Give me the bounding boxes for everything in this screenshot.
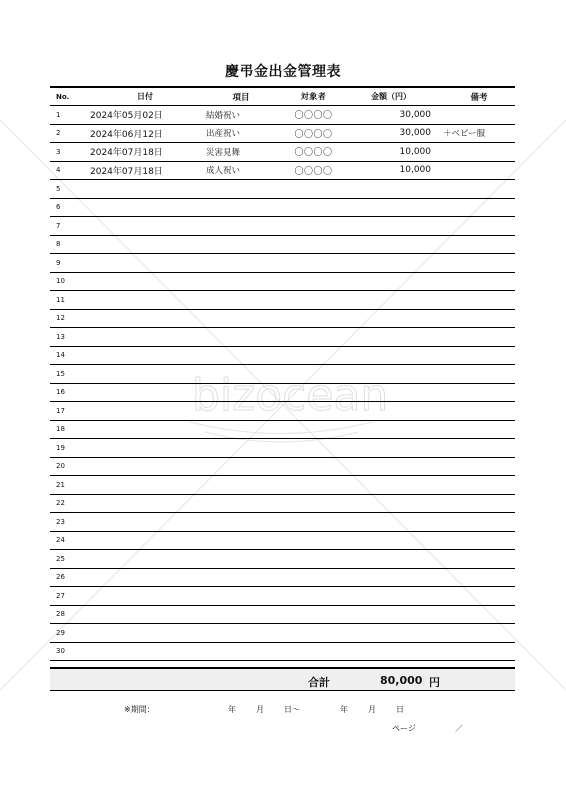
row-item xyxy=(200,457,276,476)
row-amount xyxy=(351,531,443,550)
row-note xyxy=(443,180,515,199)
table-row xyxy=(50,309,515,328)
row-note xyxy=(443,605,515,624)
row-date xyxy=(86,328,200,347)
row-no: 27 xyxy=(50,587,86,606)
row-no: 4 xyxy=(50,161,86,180)
row-note xyxy=(443,531,515,550)
row-amount xyxy=(351,420,443,439)
row-no: 18 xyxy=(50,420,86,439)
header-note: 備考 xyxy=(443,87,515,106)
row-note xyxy=(443,383,515,402)
row-no: 21 xyxy=(50,476,86,495)
ledger-table xyxy=(50,86,515,661)
watermark-text: bizocean xyxy=(192,370,389,421)
table-row xyxy=(50,439,515,458)
row-no: 11 xyxy=(50,291,86,310)
row-item xyxy=(200,402,276,421)
row-no: 13 xyxy=(50,328,86,347)
row-item xyxy=(200,513,276,532)
row-amount xyxy=(351,328,443,347)
row-amount: 10,000 xyxy=(351,143,443,162)
row-no: 2 xyxy=(50,124,86,143)
row-note xyxy=(443,198,515,217)
row-amount xyxy=(351,198,443,217)
row-note xyxy=(443,402,515,421)
row-date: 2024年07月18日 xyxy=(86,143,200,162)
row-item xyxy=(200,605,276,624)
row-item xyxy=(200,439,276,458)
row-date xyxy=(86,402,200,421)
row-no: 20 xyxy=(50,457,86,476)
row-target: 〇〇〇〇 xyxy=(276,106,351,125)
table-row xyxy=(50,328,515,347)
row-target xyxy=(276,235,351,254)
row-target xyxy=(276,568,351,587)
row-target xyxy=(276,531,351,550)
header-date: 日付 xyxy=(86,87,200,106)
row-item: 成人祝い xyxy=(200,161,276,180)
table-row xyxy=(50,383,515,402)
row-target: 〇〇〇〇 xyxy=(276,161,351,180)
row-date xyxy=(86,235,200,254)
row-date xyxy=(86,272,200,291)
row-item xyxy=(200,272,276,291)
row-no: 10 xyxy=(50,272,86,291)
row-amount xyxy=(351,550,443,569)
row-no: 17 xyxy=(50,402,86,421)
row-no: 25 xyxy=(50,550,86,569)
row-date xyxy=(86,494,200,513)
period-start-year: 年 xyxy=(228,705,236,714)
table-row xyxy=(50,365,515,384)
table-row xyxy=(50,143,515,162)
row-note xyxy=(443,642,515,661)
row-item xyxy=(200,550,276,569)
table-row xyxy=(50,106,515,125)
period-end-day: 日 xyxy=(396,705,404,714)
row-date xyxy=(86,383,200,402)
row-no: 19 xyxy=(50,439,86,458)
row-no: 26 xyxy=(50,568,86,587)
row-amount xyxy=(351,439,443,458)
row-item: 災害見舞 xyxy=(200,143,276,162)
row-target xyxy=(276,476,351,495)
table-row xyxy=(50,180,515,199)
row-date xyxy=(86,587,200,606)
row-date: 2024年07月18日 xyxy=(86,161,200,180)
row-target xyxy=(276,254,351,273)
row-no: 24 xyxy=(50,531,86,550)
row-target xyxy=(276,494,351,513)
row-date xyxy=(86,605,200,624)
row-no: 29 xyxy=(50,624,86,643)
row-target xyxy=(276,587,351,606)
row-amount xyxy=(351,346,443,365)
period-end-year: 年 xyxy=(340,705,348,714)
row-date xyxy=(86,550,200,569)
row-date xyxy=(86,309,200,328)
row-item xyxy=(200,383,276,402)
table-row xyxy=(50,235,515,254)
row-note xyxy=(443,476,515,495)
row-no: 15 xyxy=(50,365,86,384)
table-header-row xyxy=(50,87,515,106)
row-amount: 30,000 xyxy=(351,124,443,143)
row-item xyxy=(200,291,276,310)
row-target xyxy=(276,402,351,421)
row-no: 22 xyxy=(50,494,86,513)
row-note xyxy=(443,328,515,347)
row-amount xyxy=(351,605,443,624)
row-note xyxy=(443,235,515,254)
period-start-day: 日～ xyxy=(284,705,300,714)
page-separator: ／ xyxy=(455,724,463,733)
row-note xyxy=(443,439,515,458)
row-note xyxy=(443,217,515,236)
row-date xyxy=(86,420,200,439)
table-row xyxy=(50,402,515,421)
row-target xyxy=(276,642,351,661)
row-no: 3 xyxy=(50,143,86,162)
table-row xyxy=(50,494,515,513)
table-row xyxy=(50,272,515,291)
row-target xyxy=(276,272,351,291)
table-row xyxy=(50,124,515,143)
row-amount xyxy=(351,217,443,236)
row-target xyxy=(276,550,351,569)
row-item xyxy=(200,494,276,513)
row-amount xyxy=(351,624,443,643)
row-target xyxy=(276,346,351,365)
row-date xyxy=(86,457,200,476)
row-item xyxy=(200,587,276,606)
row-date: 2024年05月02日 xyxy=(86,106,200,125)
row-amount xyxy=(351,402,443,421)
row-target xyxy=(276,180,351,199)
row-no: 1 xyxy=(50,106,86,125)
row-amount xyxy=(351,383,443,402)
row-no: 9 xyxy=(50,254,86,273)
row-date xyxy=(86,291,200,310)
total-row xyxy=(50,667,515,691)
row-target xyxy=(276,457,351,476)
table-body xyxy=(50,106,515,661)
row-no: 5 xyxy=(50,180,86,199)
row-amount xyxy=(351,513,443,532)
header-amount: 金額（円） xyxy=(351,87,443,106)
row-note xyxy=(443,161,515,180)
total-unit: 円 xyxy=(429,676,440,689)
page-label: ページ xyxy=(392,724,416,733)
period-label: ※期間： xyxy=(124,705,155,714)
row-item xyxy=(200,531,276,550)
row-amount xyxy=(351,568,443,587)
page-title: 慶弔金出金管理表 xyxy=(225,64,341,80)
row-item xyxy=(200,365,276,384)
row-note xyxy=(443,309,515,328)
row-item xyxy=(200,624,276,643)
row-amount xyxy=(351,476,443,495)
header-target: 対象者 xyxy=(276,87,351,106)
row-target xyxy=(276,328,351,347)
table-row xyxy=(50,254,515,273)
row-target xyxy=(276,624,351,643)
row-date xyxy=(86,217,200,236)
row-amount xyxy=(351,235,443,254)
table-row xyxy=(50,161,515,180)
table-row xyxy=(50,531,515,550)
row-no: 14 xyxy=(50,346,86,365)
row-item xyxy=(200,254,276,273)
row-item xyxy=(200,328,276,347)
row-date xyxy=(86,198,200,217)
row-target xyxy=(276,291,351,310)
row-target xyxy=(276,420,351,439)
row-note: ＋ベビー服 xyxy=(443,124,515,143)
total-label: 合計 xyxy=(308,676,330,689)
row-amount xyxy=(351,457,443,476)
table-row xyxy=(50,420,515,439)
row-note xyxy=(443,624,515,643)
row-target xyxy=(276,383,351,402)
row-note xyxy=(443,106,515,125)
row-note xyxy=(443,420,515,439)
row-item xyxy=(200,235,276,254)
row-target xyxy=(276,365,351,384)
row-target xyxy=(276,605,351,624)
row-note xyxy=(443,550,515,569)
row-amount xyxy=(351,180,443,199)
row-date xyxy=(86,346,200,365)
row-item xyxy=(200,568,276,587)
table-row xyxy=(50,457,515,476)
row-amount xyxy=(351,272,443,291)
row-date xyxy=(86,568,200,587)
row-date xyxy=(86,642,200,661)
table-row xyxy=(50,346,515,365)
header-item: 項目 xyxy=(200,87,276,106)
row-item xyxy=(200,346,276,365)
row-no: 23 xyxy=(50,513,86,532)
row-date xyxy=(86,513,200,532)
row-target xyxy=(276,513,351,532)
row-item xyxy=(200,642,276,661)
row-date: 2024年06月12日 xyxy=(86,124,200,143)
row-note xyxy=(443,346,515,365)
period-start-month: 月 xyxy=(256,705,264,714)
table-row xyxy=(50,217,515,236)
table-row xyxy=(50,513,515,532)
table-row xyxy=(50,605,515,624)
row-target xyxy=(276,309,351,328)
row-target: 〇〇〇〇 xyxy=(276,124,351,143)
period-end-month: 月 xyxy=(368,705,376,714)
row-note xyxy=(443,494,515,513)
header-no: No. xyxy=(50,87,86,106)
row-amount xyxy=(351,291,443,310)
row-target: 〇〇〇〇 xyxy=(276,143,351,162)
table-row xyxy=(50,587,515,606)
row-amount xyxy=(351,642,443,661)
row-item xyxy=(200,476,276,495)
row-note xyxy=(443,291,515,310)
row-amount xyxy=(351,365,443,384)
table-row xyxy=(50,642,515,661)
total-value: 80,000 xyxy=(380,674,423,687)
row-date xyxy=(86,624,200,643)
row-no: 12 xyxy=(50,309,86,328)
row-note xyxy=(443,143,515,162)
row-no: 7 xyxy=(50,217,86,236)
row-note xyxy=(443,457,515,476)
row-date xyxy=(86,476,200,495)
row-amount xyxy=(351,309,443,328)
row-item: 結婚祝い xyxy=(200,106,276,125)
row-amount xyxy=(351,494,443,513)
row-amount: 30,000 xyxy=(351,106,443,125)
row-no: 30 xyxy=(50,642,86,661)
row-note xyxy=(443,587,515,606)
row-target xyxy=(276,439,351,458)
row-date xyxy=(86,180,200,199)
row-item xyxy=(200,217,276,236)
row-item: 出産祝い xyxy=(200,124,276,143)
row-note xyxy=(443,254,515,273)
row-item xyxy=(200,198,276,217)
table-row xyxy=(50,198,515,217)
row-note xyxy=(443,568,515,587)
row-target xyxy=(276,198,351,217)
row-date xyxy=(86,531,200,550)
row-note xyxy=(443,272,515,291)
row-date xyxy=(86,439,200,458)
row-note xyxy=(443,365,515,384)
row-item xyxy=(200,420,276,439)
row-item xyxy=(200,180,276,199)
row-amount xyxy=(351,587,443,606)
row-item xyxy=(200,309,276,328)
table-row xyxy=(50,291,515,310)
table-row xyxy=(50,476,515,495)
row-no: 28 xyxy=(50,605,86,624)
row-target xyxy=(276,217,351,236)
table-row xyxy=(50,550,515,569)
row-no: 16 xyxy=(50,383,86,402)
row-no: 6 xyxy=(50,198,86,217)
row-amount xyxy=(351,254,443,273)
row-date xyxy=(86,365,200,384)
table-row xyxy=(50,568,515,587)
row-date xyxy=(86,254,200,273)
row-note xyxy=(443,513,515,532)
row-amount: 10,000 xyxy=(351,161,443,180)
row-no: 8 xyxy=(50,235,86,254)
table-row xyxy=(50,624,515,643)
